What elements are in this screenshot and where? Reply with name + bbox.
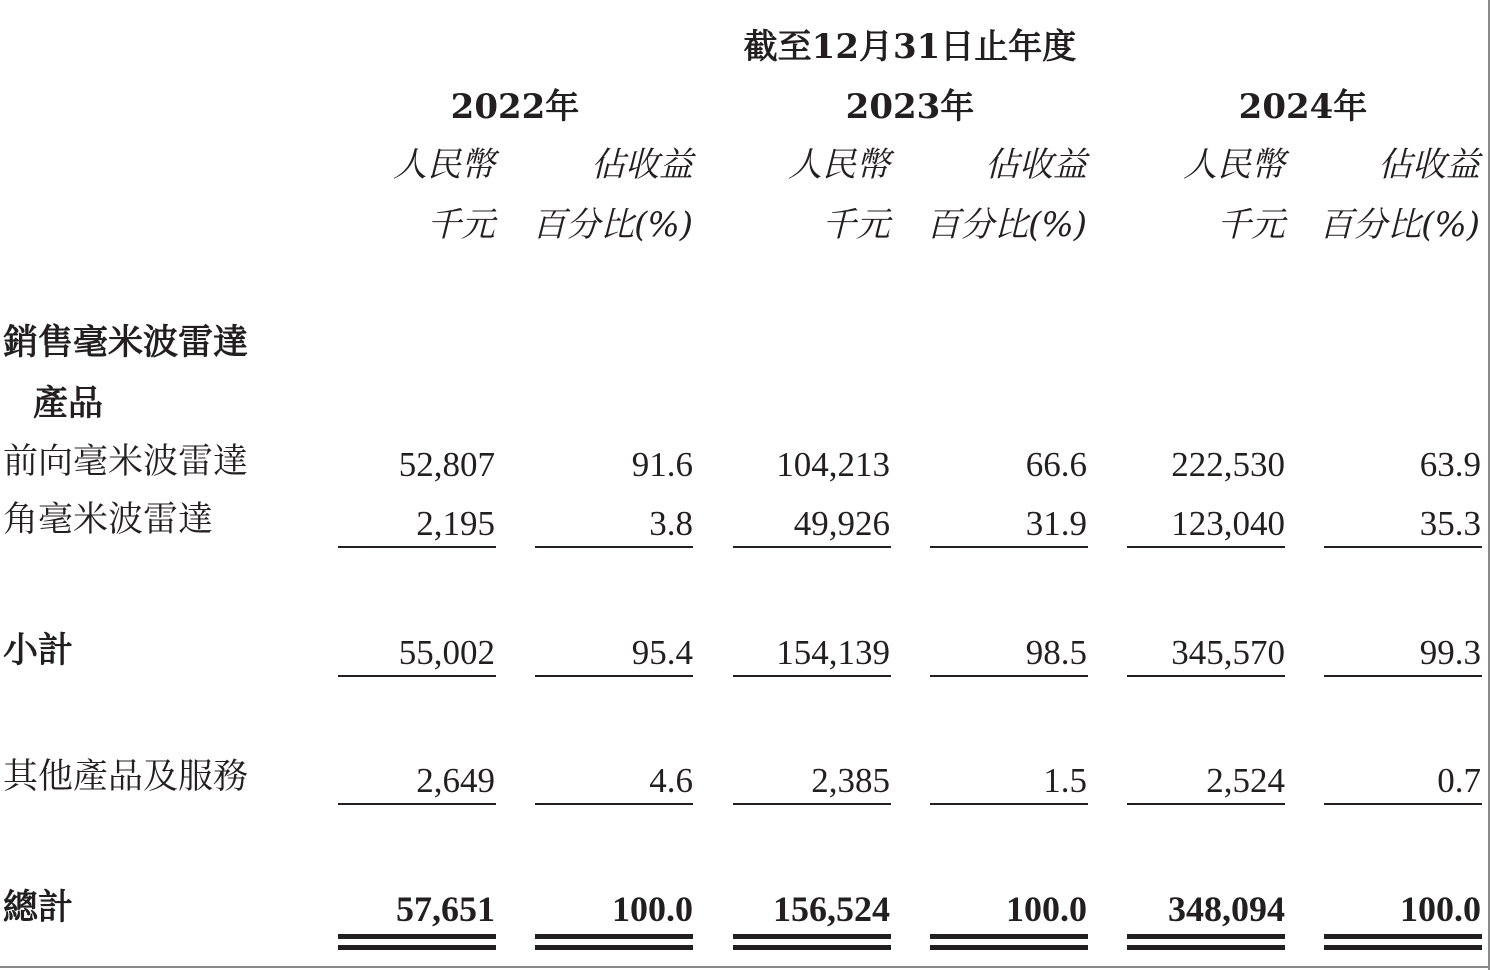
total-double-rule xyxy=(1127,934,1285,950)
value-rmb-2022: 2,195 xyxy=(416,504,495,543)
subtotal-rule xyxy=(1127,546,1285,548)
row-label: 前向毫米波雷達 xyxy=(3,442,249,482)
other-rule xyxy=(930,803,1088,805)
unit-percent-2022: 百分比(%) xyxy=(532,205,693,245)
unit-thousand-2023: 千元 xyxy=(822,205,890,245)
subtotal-bottom-rule xyxy=(1127,675,1285,677)
value-pct-2024: 99.3 xyxy=(1419,633,1481,672)
value-pct-2023: 98.5 xyxy=(1025,633,1087,672)
total-double-rule xyxy=(1324,934,1482,950)
subtotal-bottom-rule xyxy=(1324,675,1482,677)
subtotal-rule xyxy=(535,546,693,548)
subtotal-rule xyxy=(1324,546,1482,548)
value-pct-2022: 95.4 xyxy=(631,633,693,672)
section-heading-continued: 產品 xyxy=(33,383,104,424)
value-pct-2023: 1.5 xyxy=(1043,761,1087,800)
value-pct-2024: 100.0 xyxy=(1400,889,1481,929)
row-label: 角毫米波雷達 xyxy=(3,500,214,540)
year-2023-heading: 2023年 xyxy=(845,87,975,127)
other-rule xyxy=(535,803,693,805)
unit-thousand-2024: 千元 xyxy=(1217,205,1285,245)
total-double-rule xyxy=(535,934,693,950)
row-label: 總計 xyxy=(3,887,74,928)
unit-percent-2024: 百分比(%) xyxy=(1319,205,1480,245)
other-rule xyxy=(1127,803,1285,805)
subtotal-bottom-rule xyxy=(338,675,496,677)
unit-percent-2023: 百分比(%) xyxy=(926,205,1087,245)
value-pct-2023: 31.9 xyxy=(1025,504,1087,543)
value-pct-2022: 100.0 xyxy=(612,889,693,929)
value-rmb-2024: 222,530 xyxy=(1171,445,1285,484)
value-rmb-2024: 123,040 xyxy=(1171,504,1285,543)
other-rule xyxy=(733,803,891,805)
value-rmb-2022: 55,002 xyxy=(398,633,495,672)
value-pct-2024: 0.7 xyxy=(1437,761,1481,800)
total-double-rule xyxy=(338,934,496,950)
value-pct-2022: 3.8 xyxy=(649,504,693,543)
value-rmb-2022: 2,649 xyxy=(416,761,495,800)
subtotal-bottom-rule xyxy=(930,675,1088,677)
value-rmb-2023: 49,926 xyxy=(793,504,890,543)
other-rule xyxy=(1324,803,1482,805)
unit-revenue-share-2024: 佔收益 xyxy=(1378,145,1480,185)
value-pct-2022: 91.6 xyxy=(631,445,693,484)
row-label: 小計 xyxy=(3,630,74,671)
page-bottom-edge xyxy=(0,966,1490,968)
value-rmb-2024: 345,570 xyxy=(1171,633,1285,672)
other-rule xyxy=(338,803,496,805)
value-pct-2023: 66.6 xyxy=(1025,445,1087,484)
unit-revenue-share-2022: 佔收益 xyxy=(591,145,693,185)
subtotal-bottom-rule xyxy=(535,675,693,677)
unit-revenue-share-2023: 佔收益 xyxy=(985,145,1087,185)
value-rmb-2024: 2,524 xyxy=(1206,761,1285,800)
subtotal-bottom-rule xyxy=(733,675,891,677)
year-2022-heading: 2022年 xyxy=(450,87,580,127)
value-pct-2024: 35.3 xyxy=(1419,504,1481,543)
subtotal-rule xyxy=(733,546,891,548)
value-rmb-2022: 52,807 xyxy=(398,445,495,484)
unit-rmb-2022: 人民幣 xyxy=(393,145,495,185)
period-heading: 截至12月31日止年度 xyxy=(743,27,1077,67)
unit-rmb-2024: 人民幣 xyxy=(1183,145,1285,185)
value-pct-2023: 100.0 xyxy=(1006,889,1087,929)
value-rmb-2024: 348,094 xyxy=(1168,889,1285,929)
value-pct-2024: 63.9 xyxy=(1419,445,1481,484)
total-double-rule xyxy=(930,934,1088,950)
value-rmb-2022: 57,651 xyxy=(396,889,495,929)
value-rmb-2023: 2,385 xyxy=(811,761,890,800)
subtotal-rule xyxy=(930,546,1088,548)
value-rmb-2023: 104,213 xyxy=(776,445,890,484)
year-2024-heading: 2024年 xyxy=(1238,87,1368,127)
total-double-rule xyxy=(733,934,891,950)
value-rmb-2023: 154,139 xyxy=(776,633,890,672)
unit-rmb-2023: 人民幣 xyxy=(788,145,890,185)
value-rmb-2023: 156,524 xyxy=(773,889,890,929)
section-heading: 銷售毫米波雷達 xyxy=(3,322,249,363)
unit-thousand-2022: 千元 xyxy=(427,205,495,245)
row-label: 其他產品及服務 xyxy=(3,757,249,797)
value-pct-2022: 4.6 xyxy=(649,761,693,800)
subtotal-rule xyxy=(338,546,496,548)
